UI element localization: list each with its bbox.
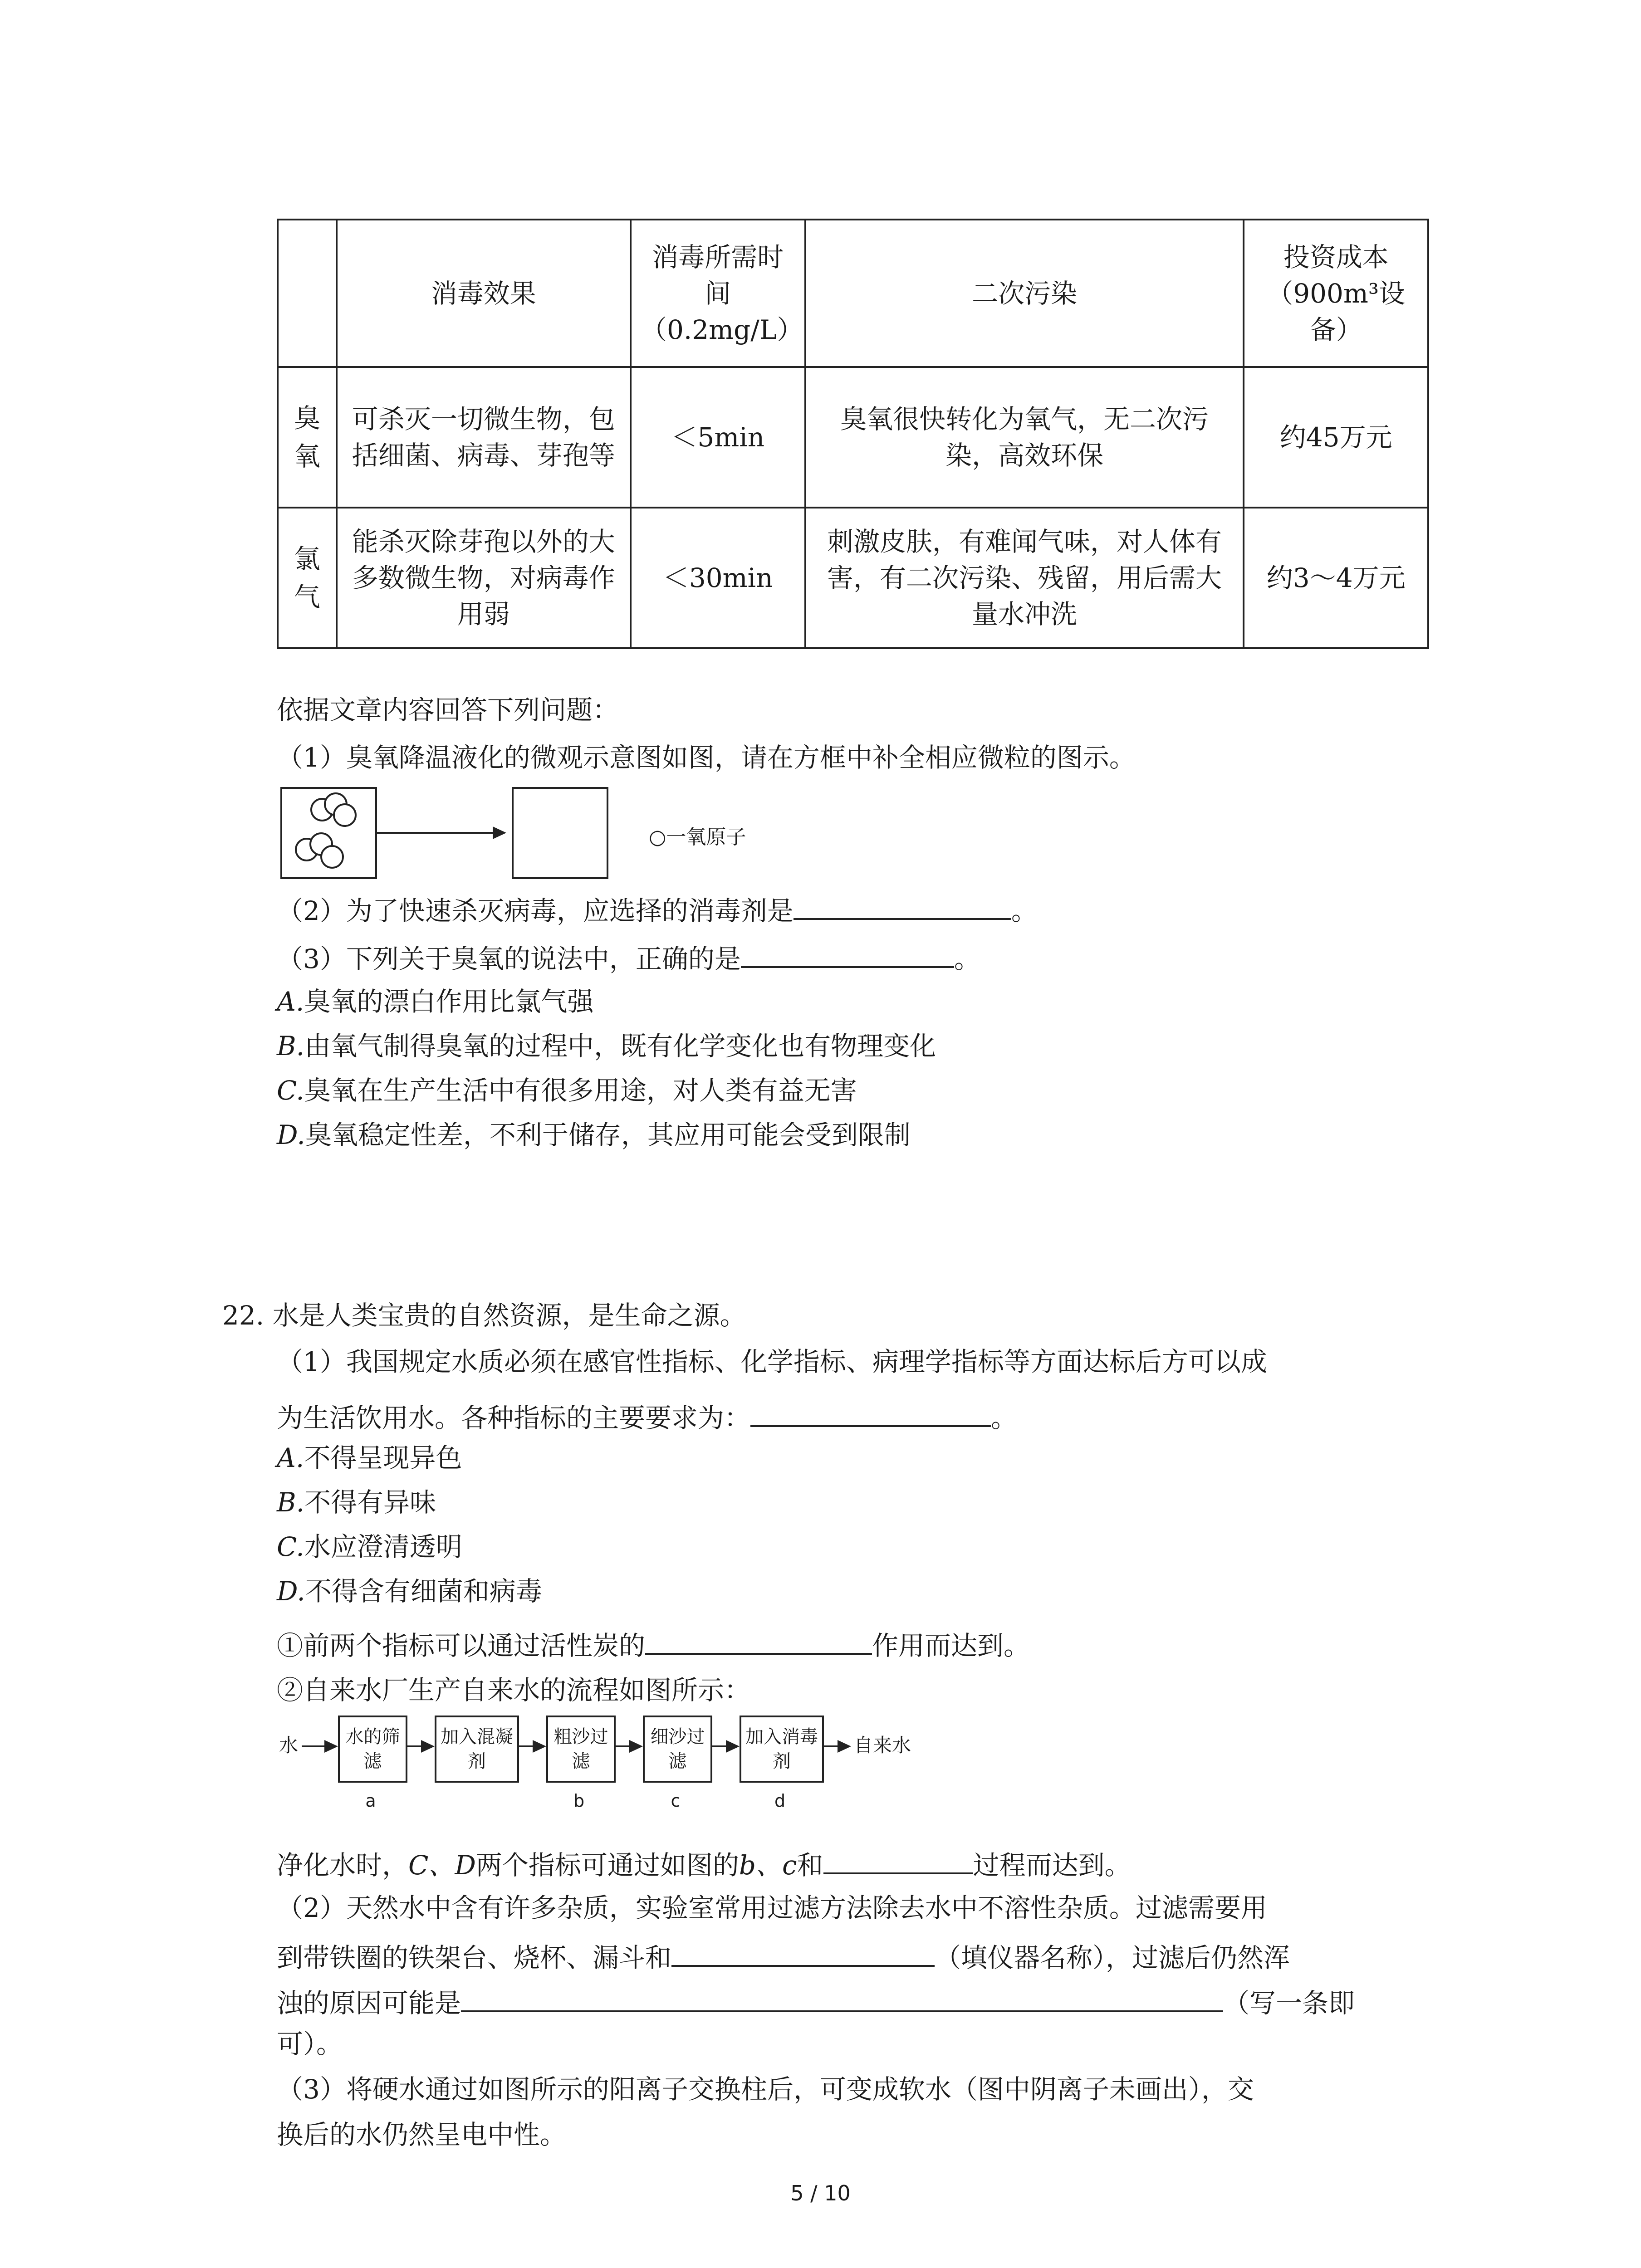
q21-part2 <box>277 888 1038 929</box>
arrow-icon <box>517 1745 534 1747</box>
table-header-cell <box>278 220 337 367</box>
table-header-row <box>278 220 1428 367</box>
flow-step-text: 加入混凝剂 <box>441 1726 513 1772</box>
q22-part3-line1: （3）将硬水通过如图所示的阳离子交换柱后，可变成软水（图中阴离子未画出），交 <box>277 2074 1254 2105</box>
q21-option-d <box>277 1117 911 1153</box>
q22-part2-line3 <box>277 1980 1355 2021</box>
answer-blank[interactable] <box>461 1980 1223 2012</box>
arrow-head-icon <box>324 1740 338 1753</box>
oxygen-atom-icon <box>320 845 344 869</box>
text: C、D <box>408 1850 476 1881</box>
row-name: 氯 气 <box>294 543 320 612</box>
flow-step-text: 加入消毒剂 <box>745 1726 818 1772</box>
flow-end: 自来水 <box>854 1734 911 1756</box>
answer-blank[interactable] <box>741 936 954 968</box>
q22-purify-line <box>277 1843 1131 1883</box>
table-header-cell: 二次污染 <box>805 220 1244 367</box>
answer-blank[interactable] <box>750 1395 991 1427</box>
option-text: 由氧气制得臭氧的过程中，既有化学变化也有物理变化 <box>304 1031 936 1061</box>
text: 到带铁圈的铁架台、烧杯、漏斗和 <box>277 1942 672 1973</box>
option-letter: A. <box>277 986 304 1017</box>
arrow-head-icon <box>493 826 506 839</box>
arrow-head-icon <box>421 1740 435 1753</box>
text: 过程而达到。 <box>973 1850 1131 1881</box>
punct: 。 <box>991 1403 1018 1433</box>
option-letter: C. <box>277 1531 304 1562</box>
option-text: 水应澄清透明 <box>304 1531 462 1562</box>
option-text: 臭氧在生产生活中有很多用途，对人类有益无害 <box>304 1075 857 1106</box>
table-cell: ＜5min <box>631 367 805 508</box>
q22-part2-line1: （2）天然水中含有许多杂质，实验室常用过滤方法除去水中不溶性杂质。过滤需要用 <box>277 1892 1267 1923</box>
punct: 。 <box>954 943 980 974</box>
option-text: 不得含有细菌和病毒 <box>305 1576 542 1607</box>
flow-step-coagulant <box>435 1716 519 1783</box>
flow-step-text: 细沙过滤 <box>650 1726 705 1772</box>
q22-part1-text: 为生活饮用水。各种指标的主要要求为： <box>277 1403 751 1433</box>
arrow-icon <box>822 1745 839 1747</box>
arrow-icon <box>406 1745 423 1747</box>
arrow-icon <box>710 1745 728 1747</box>
q22-option-c <box>277 1529 462 1565</box>
q22-sub1-end: 作用而达到。 <box>872 1630 1030 1661</box>
flow-label-d: d <box>774 1791 786 1811</box>
table-cell: 可杀灭一切微生物，包括细菌、病毒、芽孢等 <box>337 367 631 508</box>
text: （写一条即 <box>1223 1988 1355 2019</box>
q22-part2-line4: 可）。 <box>277 2028 343 2059</box>
option-text: 臭氧稳定性差，不利于储存，其应用可能会受到限制 <box>305 1119 911 1150</box>
punct: 。 <box>1011 895 1038 926</box>
arrow-icon <box>377 832 494 834</box>
flow-step-text: 水的筛滤 <box>345 1726 400 1772</box>
q21-part3 <box>277 936 980 977</box>
table-header-cell: 消毒所需时间（0.2mg/L） <box>631 220 805 367</box>
option-text: 不得有异味 <box>304 1487 436 1518</box>
option-letter: B. <box>277 1031 305 1061</box>
flow-step-screening <box>338 1716 407 1783</box>
q22-sub1 <box>277 1623 1030 1664</box>
arrow-head-icon <box>726 1740 740 1753</box>
table-row <box>278 367 1428 508</box>
q22-option-a <box>277 1440 462 1476</box>
q22-sub2: ②自来水厂生产自来水的流程如图所示： <box>277 1675 751 1706</box>
table-header-cell: 投资成本（900m³设备） <box>1244 220 1428 367</box>
q22-part2-line2 <box>277 1935 1290 1976</box>
text: 净化水时， <box>277 1850 409 1881</box>
legend-oxygen-atom: ○一氧原子 <box>649 826 746 849</box>
option-letter: D. <box>277 1119 305 1150</box>
q21-option-a <box>277 983 593 1020</box>
q22-option-b <box>277 1484 436 1520</box>
q22-part1-line2 <box>277 1395 1017 1436</box>
option-letter: A. <box>277 1442 304 1473</box>
q21-option-b <box>277 1028 936 1064</box>
text: 浊的原因可能是 <box>277 1988 461 2019</box>
text: 两个指标可通过如图的 <box>475 1850 739 1881</box>
text: b、c <box>739 1850 797 1881</box>
flow-step-text: 粗沙过滤 <box>554 1726 608 1772</box>
q21-part3-text: （3）下列关于臭氧的说法中，正确的是 <box>277 943 741 974</box>
arrow-head-icon <box>629 1740 643 1753</box>
table-cell: 约45万元 <box>1244 367 1428 508</box>
arrow-head-icon <box>533 1740 546 1753</box>
q22-part3-line2: 换后的水仍然呈电中性。 <box>277 2119 567 2150</box>
flow-label-a: a <box>365 1791 376 1811</box>
q22-option-d <box>277 1573 542 1609</box>
q22-part1-line1: （1）我国规定水质必须在感官性指标、化学指标、病理学指标等方面达标后方可以成 <box>277 1346 1267 1377</box>
table-cell: 刺激皮肤，有难闻气味，对人体有害，有二次污染、残留，用后需大量水冲洗 <box>805 508 1244 648</box>
answer-blank[interactable] <box>645 1623 872 1655</box>
arrow-icon <box>614 1745 631 1747</box>
option-letter: C. <box>277 1075 304 1106</box>
answer-blank[interactable] <box>794 888 1011 920</box>
option-text: 臭氧的漂白作用比氯气强 <box>304 986 594 1017</box>
option-text: 不得呈现异色 <box>304 1442 462 1473</box>
answer-blank[interactable] <box>823 1843 973 1874</box>
flow-label-b: b <box>573 1791 585 1811</box>
row-name-cell <box>278 367 337 508</box>
q21-part2-text: （2）为了快速杀灭病毒，应选择的消毒剂是 <box>277 895 794 926</box>
table-cell: 臭氧很快转化为氧气，无二次污染，高效环保 <box>805 367 1244 508</box>
arrow-head-icon <box>838 1740 851 1753</box>
answer-box[interactable] <box>512 787 608 879</box>
flow-step-coarse-sand <box>546 1716 616 1783</box>
flow-label-c: c <box>671 1791 681 1811</box>
q22-title: 22. 水是人类宝贵的自然资源，是生命之源。 <box>222 1300 746 1331</box>
flow-step-disinfectant <box>740 1716 824 1783</box>
row-name-cell <box>278 508 337 648</box>
text: 和 <box>797 1850 823 1881</box>
text: （填仪器名称），过滤后仍然浑 <box>935 1942 1290 1973</box>
table-cell: 能杀灭除芽孢以外的大多数微生物，对病毒作用弱 <box>337 508 631 648</box>
arrow-icon <box>302 1745 326 1747</box>
table-header-cell: 消毒效果 <box>337 220 631 367</box>
ozone-gas-box <box>280 787 377 879</box>
q21-intro: 依据文章内容回答下列问题： <box>277 694 619 725</box>
flow-start: 水 <box>279 1734 299 1756</box>
option-letter: D. <box>277 1576 305 1607</box>
table-row <box>278 508 1428 648</box>
q21-part1: （1）臭氧降温液化的微观示意图如图，请在方框中补全相应微粒的图示。 <box>277 742 1136 773</box>
option-letter: B. <box>277 1487 305 1518</box>
page-number: 5 / 10 <box>790 2181 851 2205</box>
comparison-table <box>277 219 1429 649</box>
q22-sub1-text: ①前两个指标可以通过活性炭的 <box>277 1630 646 1661</box>
oxygen-atom-icon <box>333 803 357 827</box>
q21-option-c <box>277 1072 857 1109</box>
row-name: 臭 氧 <box>294 403 320 472</box>
table-cell: ＜30min <box>631 508 805 648</box>
flow-step-fine-sand <box>643 1716 712 1783</box>
answer-blank[interactable] <box>671 1935 935 1967</box>
table-cell: 约3～4万元 <box>1244 508 1428 648</box>
